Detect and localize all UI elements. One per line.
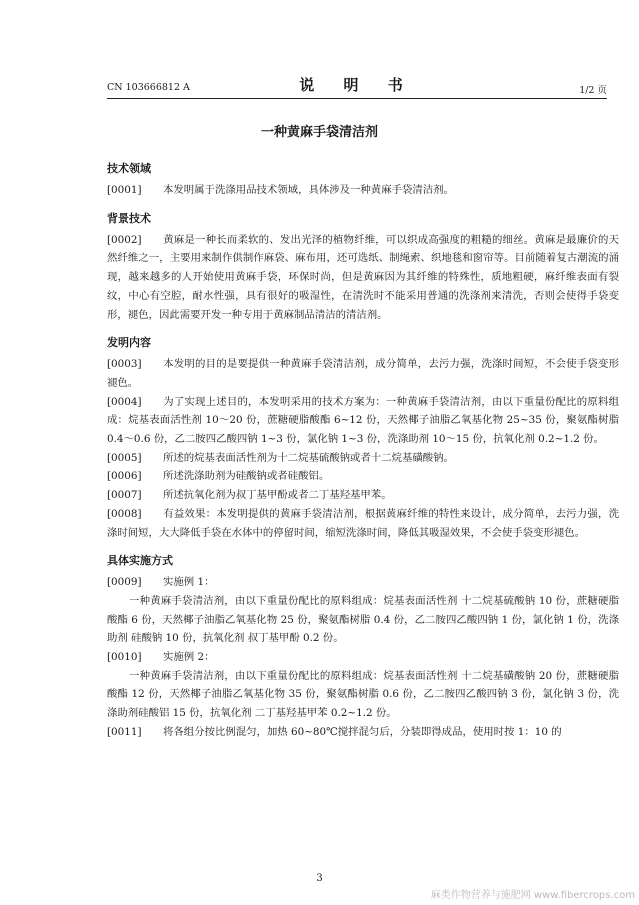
section-heading-embodiments: 具体实施方式 xyxy=(107,554,173,568)
paragraph-0010-text: 一种黄麻手袋清洁剂，由以下重量份配比的原料组成：烷基表面活性剂 十二烷基磺酸钠 20 份，蔗糖硬脂酸酯 12 份，天然椰子油脂乙氧基化物 35 份，聚氨酯树脂 0.6 份，乙二胺四乙酸四钠 3 份，氯化钠 3 份，洗涤助剂硅酸铝 15 份，抗氧化剂 二丁基羟基甲苯 0.2~1.2 份。 xyxy=(107,669,619,720)
paragraph-number: [0004] xyxy=(107,395,142,408)
paragraph-text: 本发明的目的是要提供一种黄麻手袋清洁剂，成分简单，去污力强，洗涤时间短，不会使手袋变形褪色。 xyxy=(107,358,619,389)
document-title: 一种黄麻手袋清洁剂 xyxy=(260,125,378,140)
paragraph-0005 xyxy=(107,449,619,468)
paragraph-0009-label xyxy=(107,573,619,592)
example-label: 实施例 1： xyxy=(163,576,215,589)
paragraph-text: 将各组分按比例混匀，加热 60~80℃搅拌混匀后，分装即得成品，使用时按 1：10 的 xyxy=(163,725,562,738)
paragraph-number: [0003] xyxy=(107,358,142,371)
page-number: 3 xyxy=(316,873,323,884)
paragraph-text: 有益效果：本发明提供的黄麻手袋清洁剂，根据黄麻纤维的特性来设计，成分简单，去污力强，洗涤时间短，大大降低手袋在水体中的停留时间，缩短洗涤时间，降低其吸湿效果，不会使手袋变形褪色。 xyxy=(107,507,619,539)
paragraph-number: [0005] xyxy=(107,451,142,464)
paragraph-0002 xyxy=(107,231,619,325)
paragraph-number: [0002] xyxy=(107,233,142,246)
example-label: 实施例 2： xyxy=(163,651,215,664)
paragraph-number: [0010] xyxy=(107,651,142,664)
paragraph-text: 所述抗氧化剂为叔丁基甲酚或者二丁基羟基甲苯。 xyxy=(163,489,392,502)
paragraph-0011 xyxy=(107,723,619,742)
paragraph-number: [0011] xyxy=(107,725,142,738)
section-heading-tech-field: 技术领域 xyxy=(107,162,151,175)
paragraph-0001 xyxy=(107,181,619,200)
patent-number: CN 103666812 A xyxy=(107,82,190,93)
paragraph-number: [0001] xyxy=(107,184,142,196)
document-body xyxy=(107,160,619,742)
paragraph-number: [0008] xyxy=(107,507,142,520)
section-heading-background: 背景技术 xyxy=(107,211,151,225)
section-heading-invention: 发明内容 xyxy=(107,336,151,350)
paragraph-text: 黄麻是一种长而柔软的、发出光泽的植物纤维，可以织成高强度的粗糙的细丝。黄麻是最廉价的天然纤维之一，主要用来制作供制作麻袋、麻布用，还可选纸、制绳索、织地毯和窗帘等。目前随着复古潮流的涌现，越来越多的人开始使用黄麻手袋，环保时尚，但是黄麻因为其纤维的特殊性，质地粗硬，麻纤维表面有裂纹，中心有空腔，耐水性强，具有很好的吸湿性，在清洗时不能采用普通的洗涤剂来清洗，否则会使得手袋变形，褪色，因此需要开发一种专用于黄麻制品清洁的清洁剂。 xyxy=(107,233,619,321)
paragraph-0010-label xyxy=(107,648,619,667)
paragraph-0003 xyxy=(107,355,619,392)
paragraph-text: 本发明属于洗涤用品技术领域，具体涉及一种黄麻手袋清洁剂。 xyxy=(163,184,454,196)
paragraph-text: 为了实现上述目的，本发明采用的技术方案为：一种黄麻手袋清洁剂，由以下重量份配比的原料组成：烷基表面活性剂 10～20 份，蔗糖硬脂酸酯 6~12 份，天然椰子油脂乙氧基化物 25~35 份，聚氨酯树脂 0.4～0.6 份，乙二胺四乙酸四钠 1~3 份，氯化钠 1~3 份，洗涤助剂 10～15 份，抗氧化剂 0.2~1.2 份。 xyxy=(107,395,619,446)
paragraph-text: 所述洗涤助剂为硅酸钠或者硅酸铝。 xyxy=(163,470,330,483)
paragraph-text: 所述的烷基表面活性剂为十二烷基硫酸钠或者十二烷基磺酸钠。 xyxy=(163,451,454,464)
paragraph-number: [0009] xyxy=(107,576,142,589)
paragraph-number: [0006] xyxy=(107,470,142,483)
site-watermark: 麻类作物营养与施肥网 www.fibercrops.com xyxy=(430,890,635,901)
page-indicator: 1/2 页 xyxy=(579,85,607,96)
page-header xyxy=(107,72,607,99)
paragraph-0008 xyxy=(107,505,619,542)
paragraph-number: [0007] xyxy=(107,489,142,502)
paragraph-0006 xyxy=(107,467,619,486)
paragraph-0004 xyxy=(107,393,619,449)
paragraph-0009-text: 一种黄麻手袋清洁剂，由以下重量份配比的原料组成：烷基表面活性剂 十二烷基硫酸钠 10 份，蔗糖硬脂酸酯 6 份，天然椰子油脂乙氧基化物 25 份，聚氨酯树脂 0.4 份，乙二胺四乙酸四钠 1 份，氯化钠 1 份，洗涤助剂 硅酸钠 10 份，抗氧化剂 叔丁基甲酚 0.2 份。 xyxy=(107,594,619,645)
document-type: 说 明 书 xyxy=(299,76,415,94)
paragraph-0007 xyxy=(107,486,619,505)
